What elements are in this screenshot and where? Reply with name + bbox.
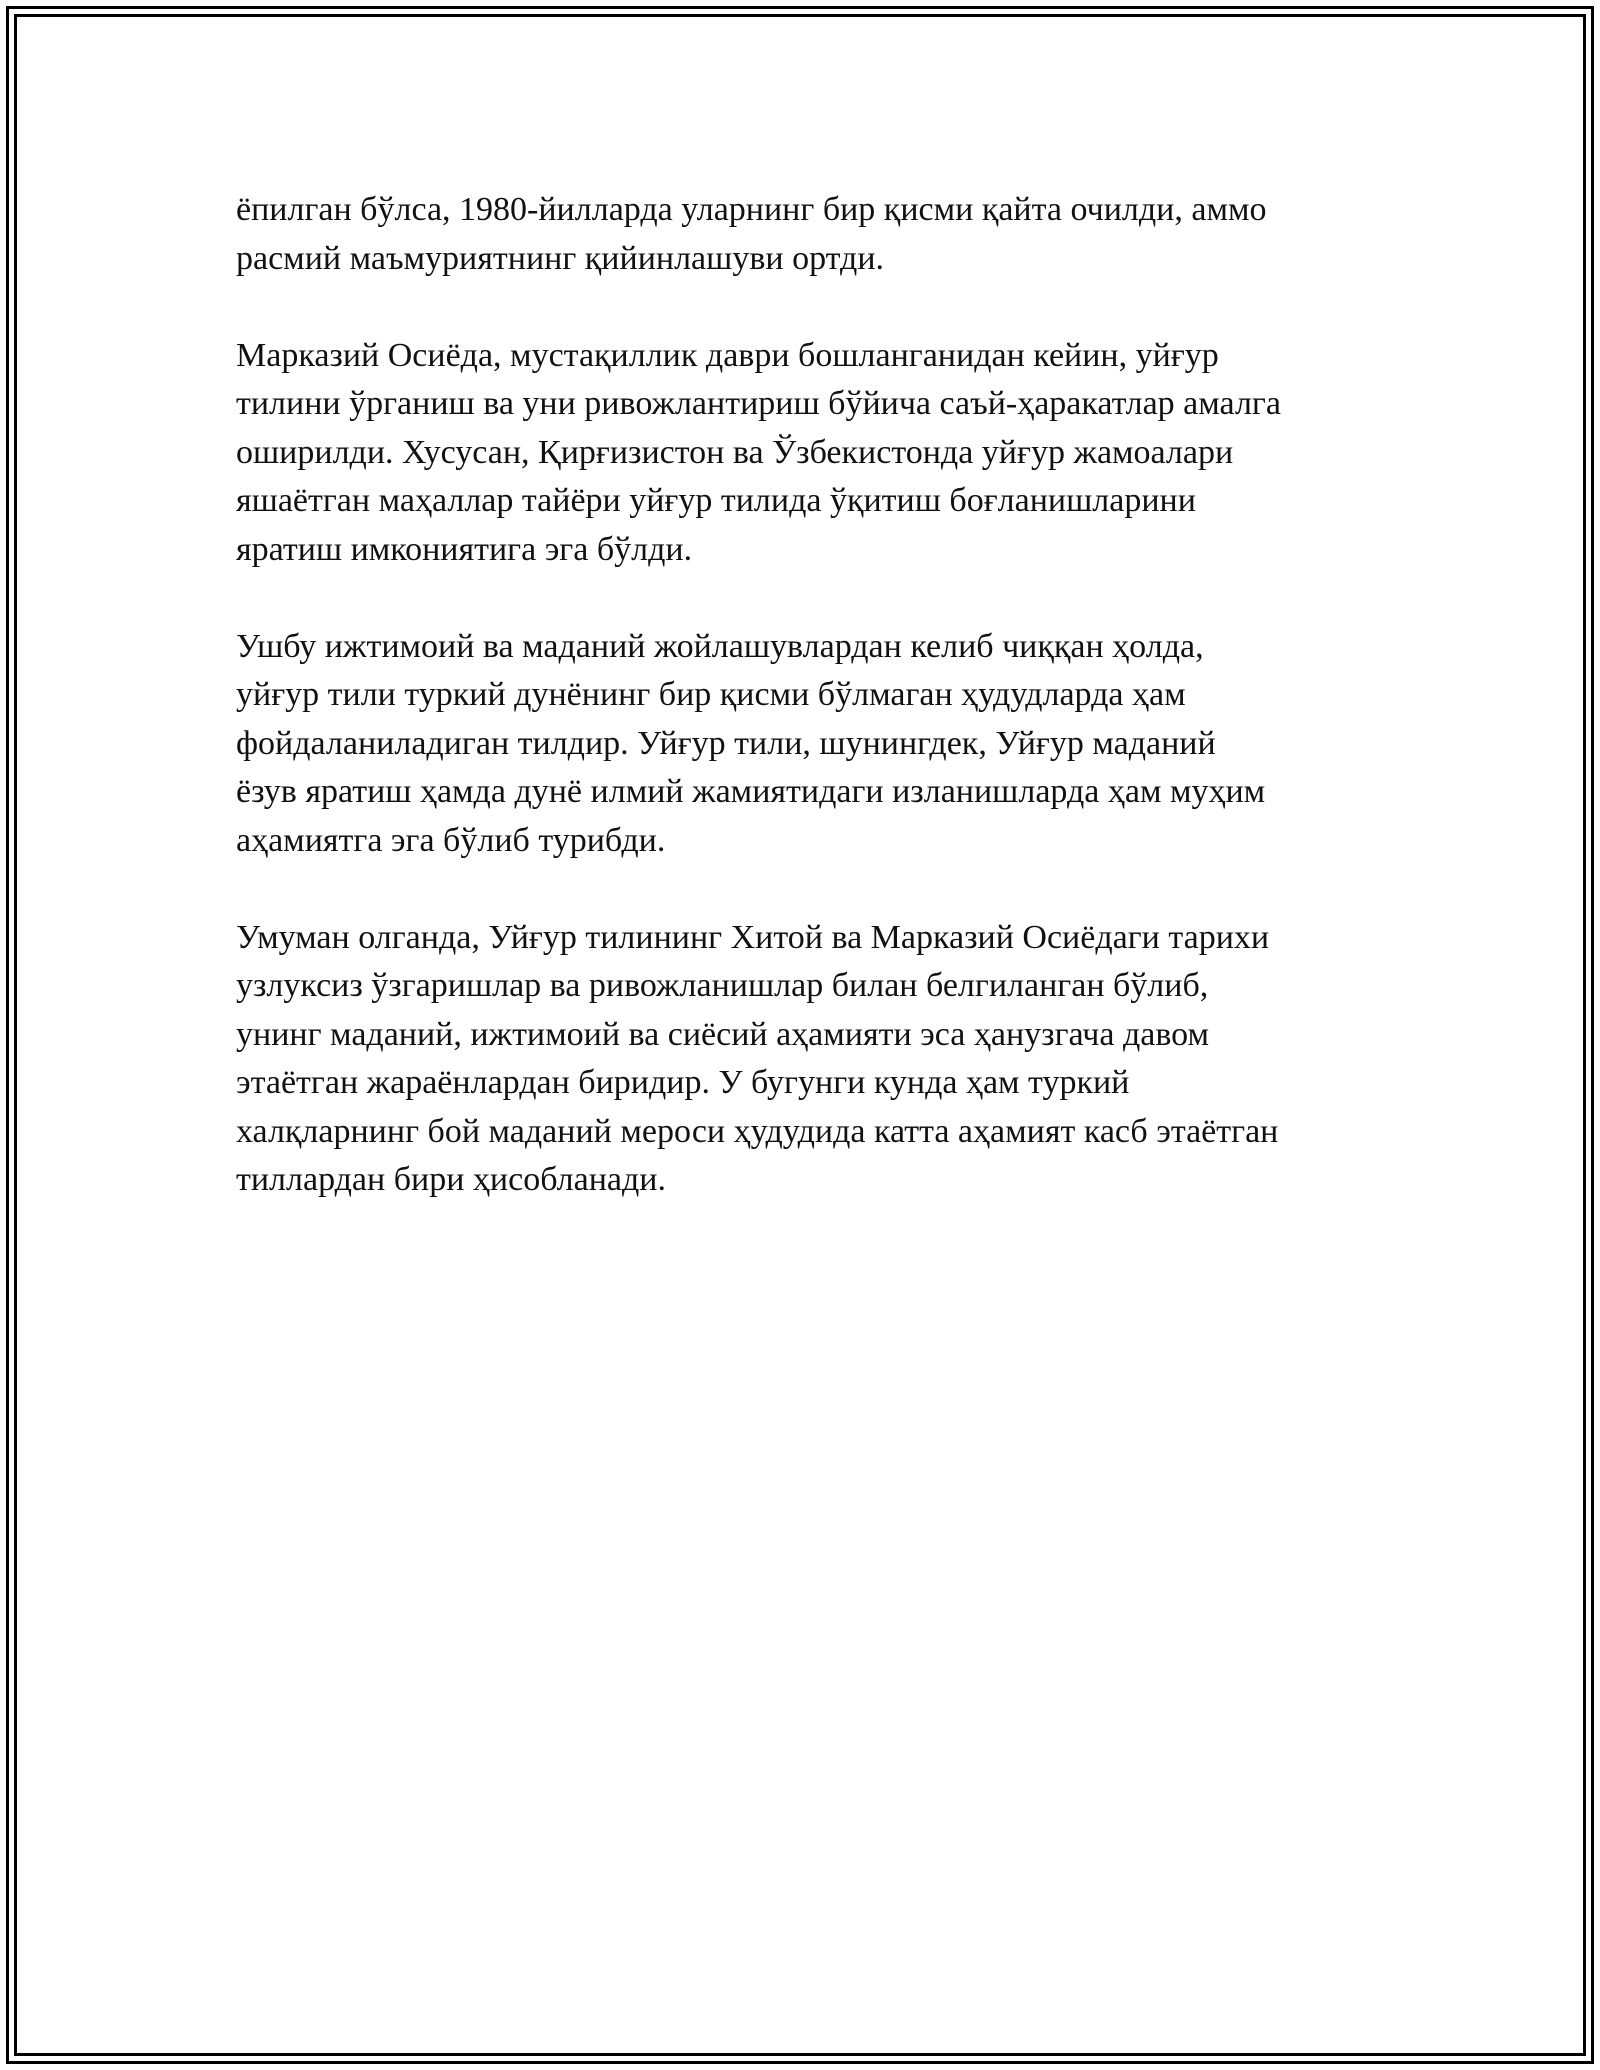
text-line: ёпилган бўлса, 1980-йилларда уларнинг бир қисми қайта очилди, аммо: [236, 191, 1267, 228]
text-line: Марказий Осиёда, мустақиллик даври бошланганидан кейин, уйғур: [236, 336, 1219, 374]
text-line: фойдаланиладиган тилдир. Уйғур тили, шунингдек, Уйғур маданий: [236, 724, 1216, 762]
text-line: Ушбу ижтимоий ва маданий жойлашувлардан келиб чиққан ҳолда,: [236, 627, 1204, 665]
text-line: аҳамиятга эга бўлиб турибди.: [236, 821, 666, 859]
text-line: уйғур тили туркий дунёнинг бир қисми бўлмаган ҳудудларда ҳам: [236, 676, 1186, 713]
text-line: тиллардан бири ҳисобланади.: [236, 1161, 666, 1198]
paragraph-4: [236, 914, 1376, 1205]
text-line: яратиш имкониятига эга бўлди.: [236, 530, 693, 568]
text-line: унинг маданий, ижтимоий ва сиёсий аҳамияти эса ҳанузгача давом: [236, 1015, 1210, 1053]
text-line: узлуксиз ўзгаришлар ва ривожланишлар билан белгиланган бўлиб,: [236, 967, 1209, 1004]
paragraph-1: [236, 186, 1376, 283]
text-line: тилини ўрганиш ва уни ривожлантириш бўйича саъй-ҳаракатлар амалга: [236, 385, 1281, 422]
text-line: Умуман олганда, Уйғур тилининг Хитой ва Марказий Осиёдаги тарихи: [236, 918, 1270, 956]
text-line: халқларнинг бой маданий мероси ҳудудида катта аҳамият касб этаётган: [236, 1112, 1279, 1150]
paragraph-3: [236, 623, 1376, 866]
text-line: этаётган жараёнлардан биридир. У бугунги кунда ҳам туркий: [236, 1064, 1130, 1101]
document-body: [236, 186, 1376, 1253]
text-line: яшаётган маҳаллар тайёри уйғур тилида ўқитиш боғланишларини: [236, 482, 1196, 519]
text-line: ёзув яратиш ҳамда дунё илмий жамиятидаги изланишларда ҳам муҳим: [236, 773, 1266, 810]
text-line: оширилди. Хусусан, Қирғизистон ва Ўзбекистонда уйғур жамоалари: [236, 433, 1234, 471]
paragraph-2: [236, 332, 1376, 575]
text-line: расмий маъмуриятнинг қийинлашуви ортди.: [236, 239, 885, 277]
